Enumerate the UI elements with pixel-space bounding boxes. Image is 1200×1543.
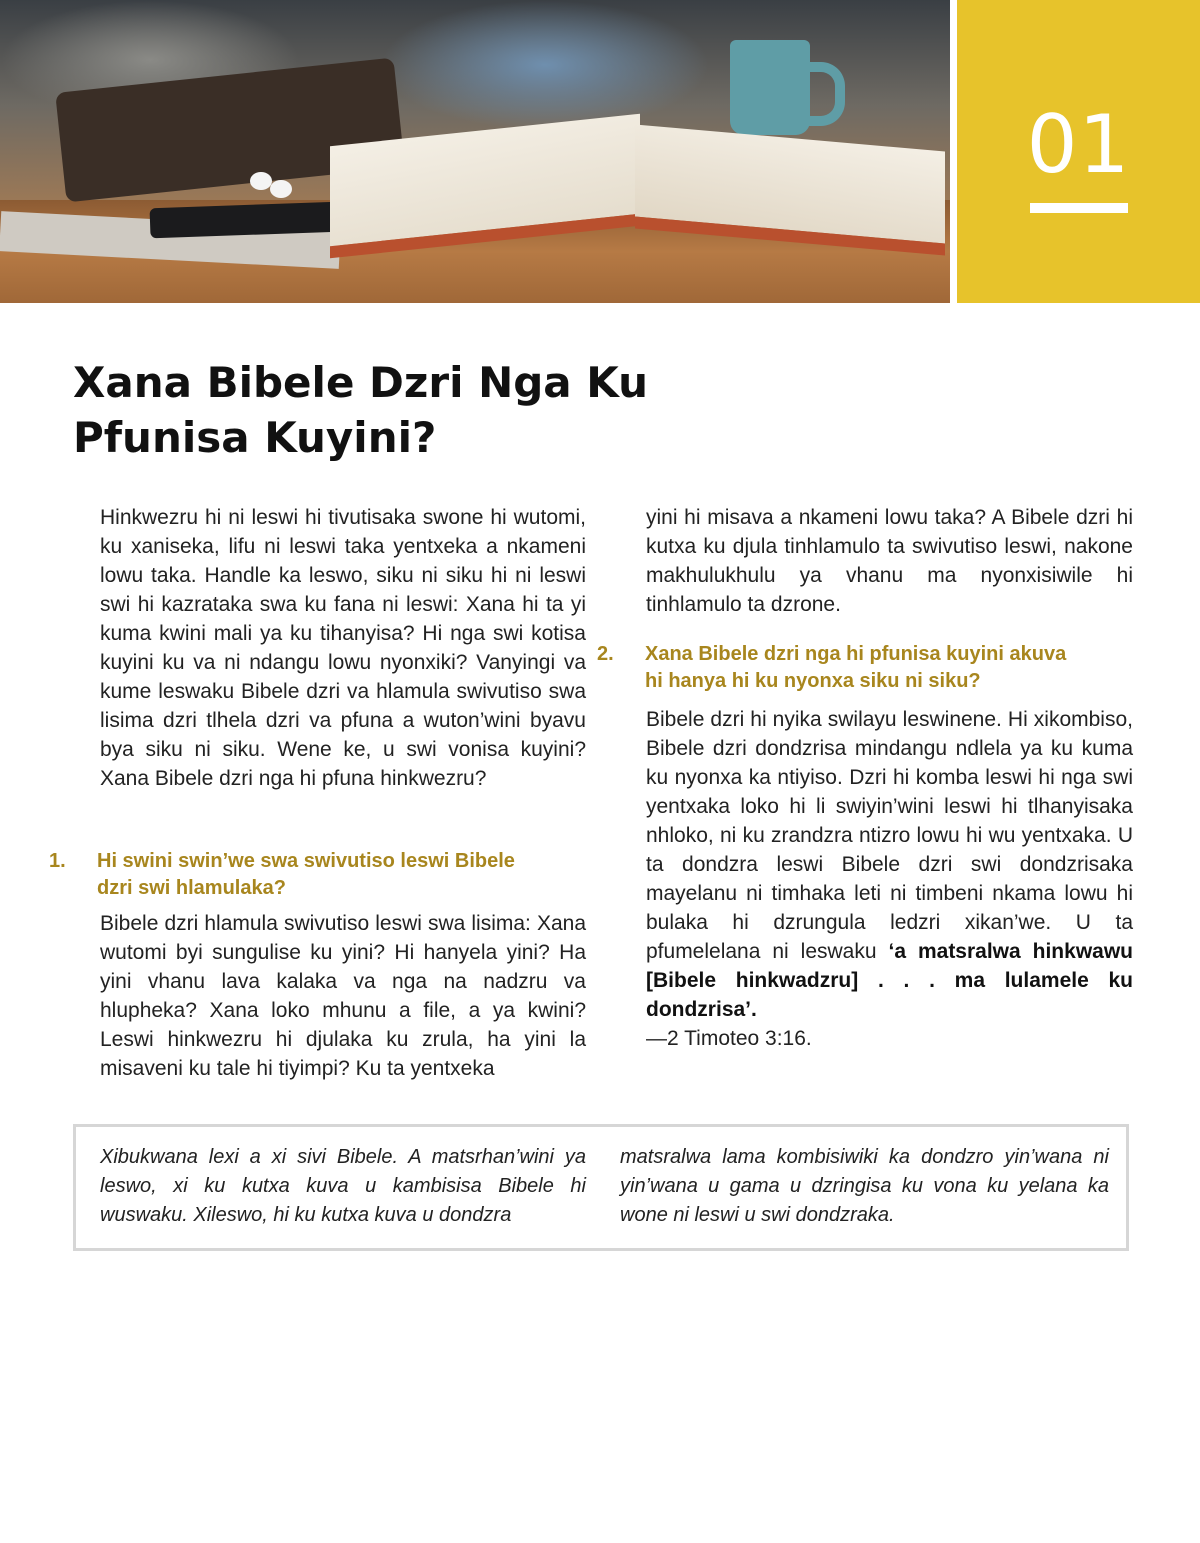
background-blur-window: [380, 0, 710, 130]
lesson-number: 01: [1026, 98, 1131, 191]
coffee-mug: [730, 40, 810, 135]
open-bible: [330, 130, 950, 240]
question-1-line-2: dzri swi hlamulaka?: [97, 877, 286, 899]
header-photo: [0, 0, 950, 303]
question-2-line-2: hi hanya hi ku nyonxa siku ni siku?: [645, 670, 981, 692]
answer-2-column: [646, 705, 1133, 1053]
question-2-heading: [597, 641, 1141, 695]
note-text-column-2: matsralwa lama kombisiwiki ka dondzro yin’wana ni yin’wana u gama u dzringisa ku vona ku yelana ka wone ni leswi u swi dondzraka.: [620, 1146, 1109, 1226]
page-title-line-1: Xana Bibele Dzri Nga Ku: [73, 358, 648, 407]
page-title-line-2: Pfunisa Kuyini?: [73, 413, 437, 462]
lesson-number-underline: [1030, 203, 1128, 213]
answer-2-text: Bibele dzri hi nyika swilayu leswinene. Hi xikombiso, Bibele dzri dondzrisa mindangu ndlela ya ku kuma ku nyonxa ka ntiyiso. Dzri hi komba leswi hi nga swi yentxaka loko hi li swiyin’wini leswi hi tlhanyisaka nhloko, ni ku zrandzra ntizro lowu hi wu yentxaka. U ta dondzra leswi Bibele dzri swi dondzrisaka mayelanu ni timhaka leti ni timbeni nkama lowu hi bulaka hi dzrungula ledzri xikan’we. U ta pfumelelana ni leswaku: [646, 708, 1133, 963]
intro-column: [100, 503, 586, 793]
question-1-line-1: Hi swini swin’we swa swivutiso leswi Bibele: [97, 850, 515, 872]
intro-paragraph: Hinkwezru hi ni leswi hi tivutisaka swone hi wutomi, ku xaniseka, lifu ni leswi taka yentxeka a nkameni lowu taka. Handle ka leswo, siku ni siku hi ni leswi swi hi kazrataka swa ku fana ni leswi: Xana hi ta yi kuma kwini mali ya ku tihanyisa? Hi nga swi kotisa kuyini ku va ni ndangu lowu nyonxiki? Vanyingi va kume leswaku Bibele dzri va hlamula swivutiso swa lisima dzri tlhela dzri va pfuna a wuton’wini byavu bya siku ni siku. Wene ke, u swi vonisa kuyini? Xana Bibele dzri nga hi pfuna hinkwezru?: [100, 506, 586, 790]
scripture-reference: —2 Timoteo 3:16.: [646, 1027, 812, 1050]
earbud-icon: [250, 172, 272, 190]
question-1-number: 1.: [49, 850, 66, 872]
lesson-number-panel: [957, 0, 1200, 303]
coffee-mug-handle: [805, 62, 845, 126]
bible-right-page: [635, 124, 945, 255]
bible-left-page: [330, 114, 640, 259]
question-2-line-1: Xana Bibele dzri nga hi pfunisa kuyini akuva: [645, 643, 1067, 665]
page-title: [73, 355, 853, 465]
earbud-icon: [270, 180, 292, 198]
question-1-heading: [49, 848, 593, 902]
answer-1-column-1: [100, 909, 586, 1083]
answer-2-paragraph: [646, 705, 1133, 1053]
answer-1-paragraph-end: yini hi misava a nkameni lowu taka? A Bibele dzri hi kutxa ku djula tinhlamulo ta swivutiso leswi, nakone makhulukhulu ya vhanu ma nyonxisiwile hi tinhlamulo ta dzrone.: [646, 506, 1133, 616]
question-2-number: 2.: [597, 643, 614, 665]
scripture-quote: ‘a matsralwa hinkwawu [Bibele hinkwadzru] . . . ma lulamele ku dondzrisa’.: [646, 940, 1133, 1021]
note-text-column-1: Xibukwana lexi a xi sivi Bibele. A matsrhan’wini ya leswo, xi ku kutxa kuva u kambisisa Bibele hi wuswaku. Xileswo, hi ku kutxa kuva u dondzra: [100, 1146, 586, 1226]
answer-1-paragraph-start: Bibele dzri hlamula swivutiso leswi swa lisima: Xana wutomi byi sungulise ku yini? Hi hanyela yini? Ha yini vhanu lava kalaka va nga na nadzru va hlupheka? Xana loko mhunu a file, a ya kwini? Leswi hinkwezru hi djulaka ku zrula, ha yini la misaveni ku tale hi tiyimpi? Ku ta yentxeka: [100, 912, 586, 1080]
answer-1-column-2: [646, 503, 1133, 619]
